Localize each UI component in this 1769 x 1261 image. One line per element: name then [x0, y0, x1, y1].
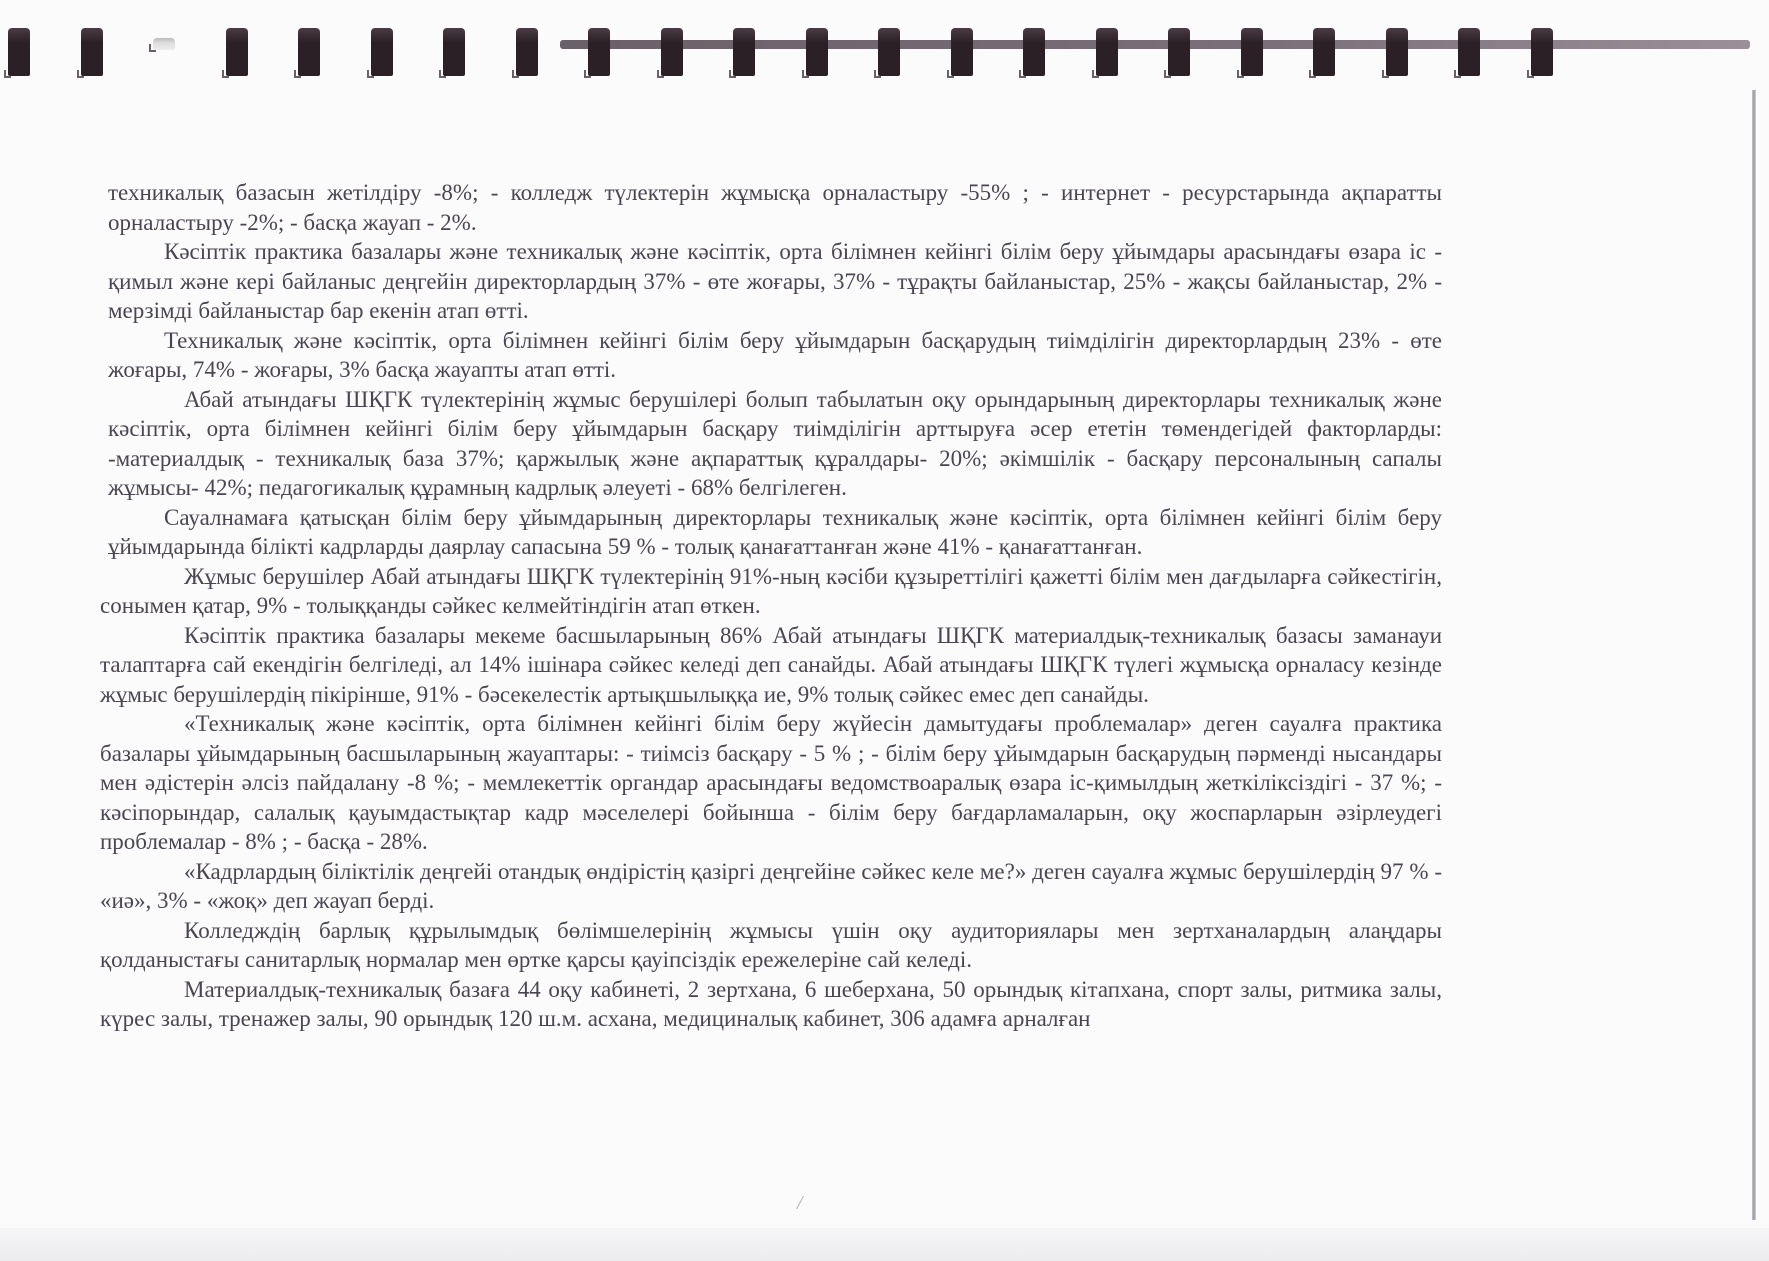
paragraph-practice-bases-feedback: Кәсіптік практика базалары және техникалық және кәсіптік, орта білімнен кейінгі білім беру ұйымдары арасындағы өзара іс - қимыл және кері байланыс деңгейін директорлардың 37% - өте жоғары, 37% - тұрақты байланыстар, 25% - жақсы байланыстар, 2% - мерзімді байланыстар бар екенін атап өтті. — [108, 239, 1442, 323]
binding-ring — [1313, 28, 1335, 76]
binding-ring — [516, 28, 538, 76]
binding-ring — [298, 28, 320, 76]
binding-ring — [951, 28, 973, 76]
paragraph-qualification-level: «Кадрлардың біліктілік деңгейі отандық өндірістің қазіргі деңгейіне сәйкес келе ме?» деген сауалға жұмыс берушілердің 97 % - «иә», 3% - «жоқ» деп жауап берді. — [100, 858, 1442, 913]
binding-ring — [1096, 28, 1118, 76]
binding-ring — [733, 28, 755, 76]
paragraph-training-quality: Сауалнамаға қатысқан білім беру ұйымдарының директорлары техникалық және кәсіптік, орта білімнен кейінгі білім беру ұйымдарында білікті кадрларды даярлау сапасына 59 % - толық қанағаттанған және 41% - қанағаттанған. — [108, 504, 1442, 559]
paragraph-continuation: техникалық базасын жетілдіру -8%; - колледж түлектерін жұмысқа орналастыру -55% ; - интернет - ресурстарында ақпаратты орналастыру -2%; - басқа жауап - 2%. — [108, 180, 1442, 235]
binding-ring — [1458, 28, 1480, 76]
paragraph-system-problems: «Техникалық және кәсіптік, орта білімнен кейінгі білім беру жүйесін дамытудағы проблемалар» деген сауалға практика базалары ұйымдарының басшыларының жауаптары: - тиімсіз басқару - 5 % ; - білім беру ұйымдарын басқарудың пәрменді нысандары мен әдістерін әлсіз пайдалану -8 %; - мемлекеттік органдар арасындағы ведомствоаралық өзара іс-қимылдың жеткіліксіздігі - 37 %; - кәсіпорындар, салалық қауымдастықтар кадр мәселелері бойынша - білім беру бағдарламаларын, оқу жоспарларын әзірлеудегі проблемалар - 8% ; - басқа - 28%. — [100, 711, 1442, 854]
paragraph-material-base-facilities: Материалдық-техникалық базаға 44 оқу кабинеті, 2 зертхана, 6 шеберхана, 50 орындық кітапхана, спорт залы, ритмика залы, күрес залы, тренажер залы, 90 орындық 120 ш.м. асхана, медициналық кабинет, 306 адамға арналған — [100, 976, 1442, 1031]
binding-ring — [1023, 28, 1045, 76]
binding-ring — [806, 28, 828, 76]
spiral-binding — [0, 0, 1769, 80]
binding-ring — [153, 38, 175, 50]
paragraph-sanitary-norms: Колледждің барлық құрылымдық бөлімшелерінің жұмысы үшін оқу аудиториялары мен зертханалардың алаңдары қолданыстағы санитарлық нормалар мен өртке қарсы қауіпсіздік ережелеріне сай келеді. — [100, 917, 1442, 972]
binding-ring — [1168, 28, 1190, 76]
binding-ring — [371, 28, 393, 76]
paragraph-efficiency-factors: Абай атындағы ШҚГК түлектерінің жұмыс берушілері болып табылатын оқу орындарының директорлары техникалық және кәсіптік, орта білімнен кейінгі білім беру ұйымдарын басқару тиімділігін арттыруға әсер ететін төмендегідей факторларды: -материалдық - техникалық база 37%; қаржылық және ақпараттық құралдары- 20%; әкімшілік - басқару персоналының сапалы жұмысы- 42%; педагогикалық құрамның кадрлық әлеуеті - 68% белгілеген. — [108, 386, 1442, 500]
paragraph-material-base-assessment: Кәсіптік практика базалары мекеме басшыларының 86% Абай атындағы ШҚГК материалдық-техникалық базасы заманауи талаптарға сай екендігін белгіледі, ал 14% ішінара сәйкес келеді деп санайды. Абай атындағы ШҚГК түлегі жұмысқа орналасу кезінде жұмыс берушілердің пікірінше, 91% - бәсекелестік артықшылыққа ие, 9% толық сәйкес емес деп санайды. — [100, 622, 1442, 707]
binding-ring — [1241, 28, 1263, 76]
page-mark: / — [797, 1192, 803, 1214]
document-page — [100, 178, 1442, 1034]
page-edge-shadow — [1752, 90, 1756, 1220]
binding-ring — [81, 28, 103, 76]
paragraph-management-efficiency: Техникалық және кәсіптік, орта білімнен кейінгі білім беру ұйымдарын басқарудың тиімділігін директорлардың 23% - өте жоғары, 74% - жоғары, 3% басқа жауапты атап өтті. — [108, 327, 1442, 382]
binding-ring — [588, 28, 610, 76]
binding-ring — [661, 28, 683, 76]
binding-ring — [8, 28, 30, 76]
binding-ring — [1531, 28, 1553, 76]
paragraph-graduate-competence: Жұмыс берушілер Абай атындағы ШҚГК түлектерінің 91%-ның кәсіби құзыреттілігі қажетті білім мен дағдыларға сәйкестігін, сонымен қатар, 9% - толыққанды сәйкес келмейтіндігін атап өткен. — [100, 563, 1442, 618]
binding-ring — [878, 28, 900, 76]
binding-ring — [1386, 28, 1408, 76]
page-bottom-shadow — [0, 1228, 1769, 1261]
binding-ring — [226, 28, 248, 76]
binding-ring — [443, 28, 465, 76]
